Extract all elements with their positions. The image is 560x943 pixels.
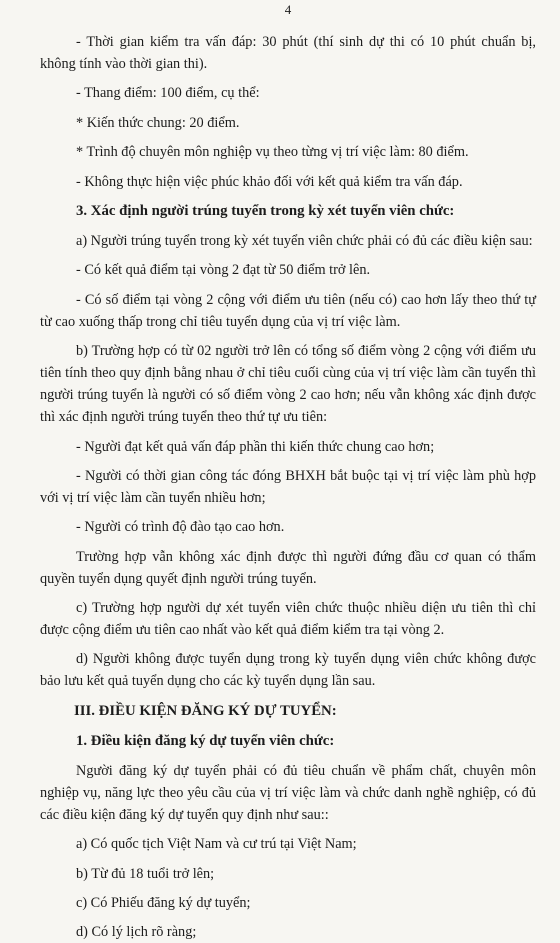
paragraph: * Kiến thức chung: 20 điểm. bbox=[76, 114, 240, 131]
paragraph: Người đăng ký dự tuyển phải có đủ tiêu chuẩn về phẩm chất, chuyên môn nghiệp vụ, năng lực theo yêu cầu của vị trí việc làm và chức danh nghề nghiệp, có đủ các điều kiện đăng ký dự tuyển quy định như sau:: bbox=[40, 762, 536, 823]
paragraph: d) Có lý lịch rõ ràng; bbox=[76, 924, 197, 941]
page-number: 4 bbox=[284, 2, 292, 17]
paragraph: - Người đạt kết quả vấn đáp phần thi kiến thức chung cao hơn; bbox=[76, 438, 435, 455]
paragraph: - Không thực hiện việc phúc khảo đối với kết quả kiểm tra vấn đáp. bbox=[76, 173, 463, 190]
paragraph: b) Trường hợp có từ 02 người trở lên có tổng số điểm vòng 2 cộng với điểm ưu tiên tính theo quy định bằng nhau ở chỉ tiêu cuối cùng của vị trí việc làm cần tuyển thì người trúng tuyển là người có số điểm vòng 2 cao hơn; nếu vẫn không xác định được thì xác định người trúng tuyển theo thứ tự ưu tiên: bbox=[40, 343, 536, 426]
paragraph: c) Trường hợp người dự xét tuyển viên chức thuộc nhiều diện ưu tiên thì chỉ được cộng điểm ưu tiên cao nhất vào kết quả điểm kiểm tra tại vòng 2. bbox=[40, 600, 536, 639]
paragraph: - Người có thời gian công tác đóng BHXH bắt buộc tại vị trí việc làm phù hợp với vị trí việc làm cần tuyển nhiều hơn; bbox=[40, 467, 536, 506]
section-heading: 1. Điều kiện đăng ký dự tuyển viên chức: bbox=[76, 732, 335, 749]
paragraph: d) Người không được tuyển dụng trong kỳ tuyển dụng viên chức không được bảo lưu kết quả tuyển dụng cho các kỳ tuyển dụng lần sau. bbox=[40, 651, 536, 690]
document-body bbox=[40, 31, 536, 943]
paragraph: a) Có quốc tịch Việt Nam và cư trú tại Việt Nam; bbox=[76, 836, 357, 853]
section-heading: 3. Xác định người trúng tuyển trong kỳ xét tuyển viên chức: bbox=[76, 202, 455, 219]
paragraph: - Thời gian kiểm tra vấn đáp: 30 phút (thí sinh dự thi có 10 phút chuẩn bị, không tính vào thời gian thi). bbox=[40, 34, 536, 72]
section-heading: III. ĐIỀU KIỆN ĐĂNG KÝ DỰ TUYỂN: bbox=[74, 702, 337, 719]
paragraph: c) Có Phiếu đăng ký dự tuyển; bbox=[76, 895, 251, 912]
paragraph: * Trình độ chuyên môn nghiệp vụ theo từng vị trí việc làm: 80 điểm. bbox=[76, 144, 469, 161]
paragraph: - Có số điểm tại vòng 2 cộng với điểm ưu tiên (nếu có) cao hơn lấy theo thứ tự từ cao xuống thấp trong chỉ tiêu tuyển dụng của vị trí việc làm. bbox=[40, 291, 536, 330]
paragraph: - Có kết quả điểm tại vòng 2 đạt từ 50 điểm trở lên. bbox=[76, 262, 371, 279]
paragraph: - Người có trình độ đào tạo cao hơn. bbox=[76, 519, 285, 536]
paragraph: Trường hợp vẫn không xác định được thì người đứng đầu cơ quan có thẩm quyền tuyển dụng quyết định người trúng tuyển. bbox=[40, 548, 536, 587]
paragraph: a) Người trúng tuyển trong kỳ xét tuyển viên chức phải có đủ các điều kiện sau: bbox=[76, 232, 533, 249]
paragraph: b) Từ đủ 18 tuổi trở lên; bbox=[76, 865, 215, 882]
paragraph: - Thang điểm: 100 điểm, cụ thể: bbox=[76, 85, 260, 102]
